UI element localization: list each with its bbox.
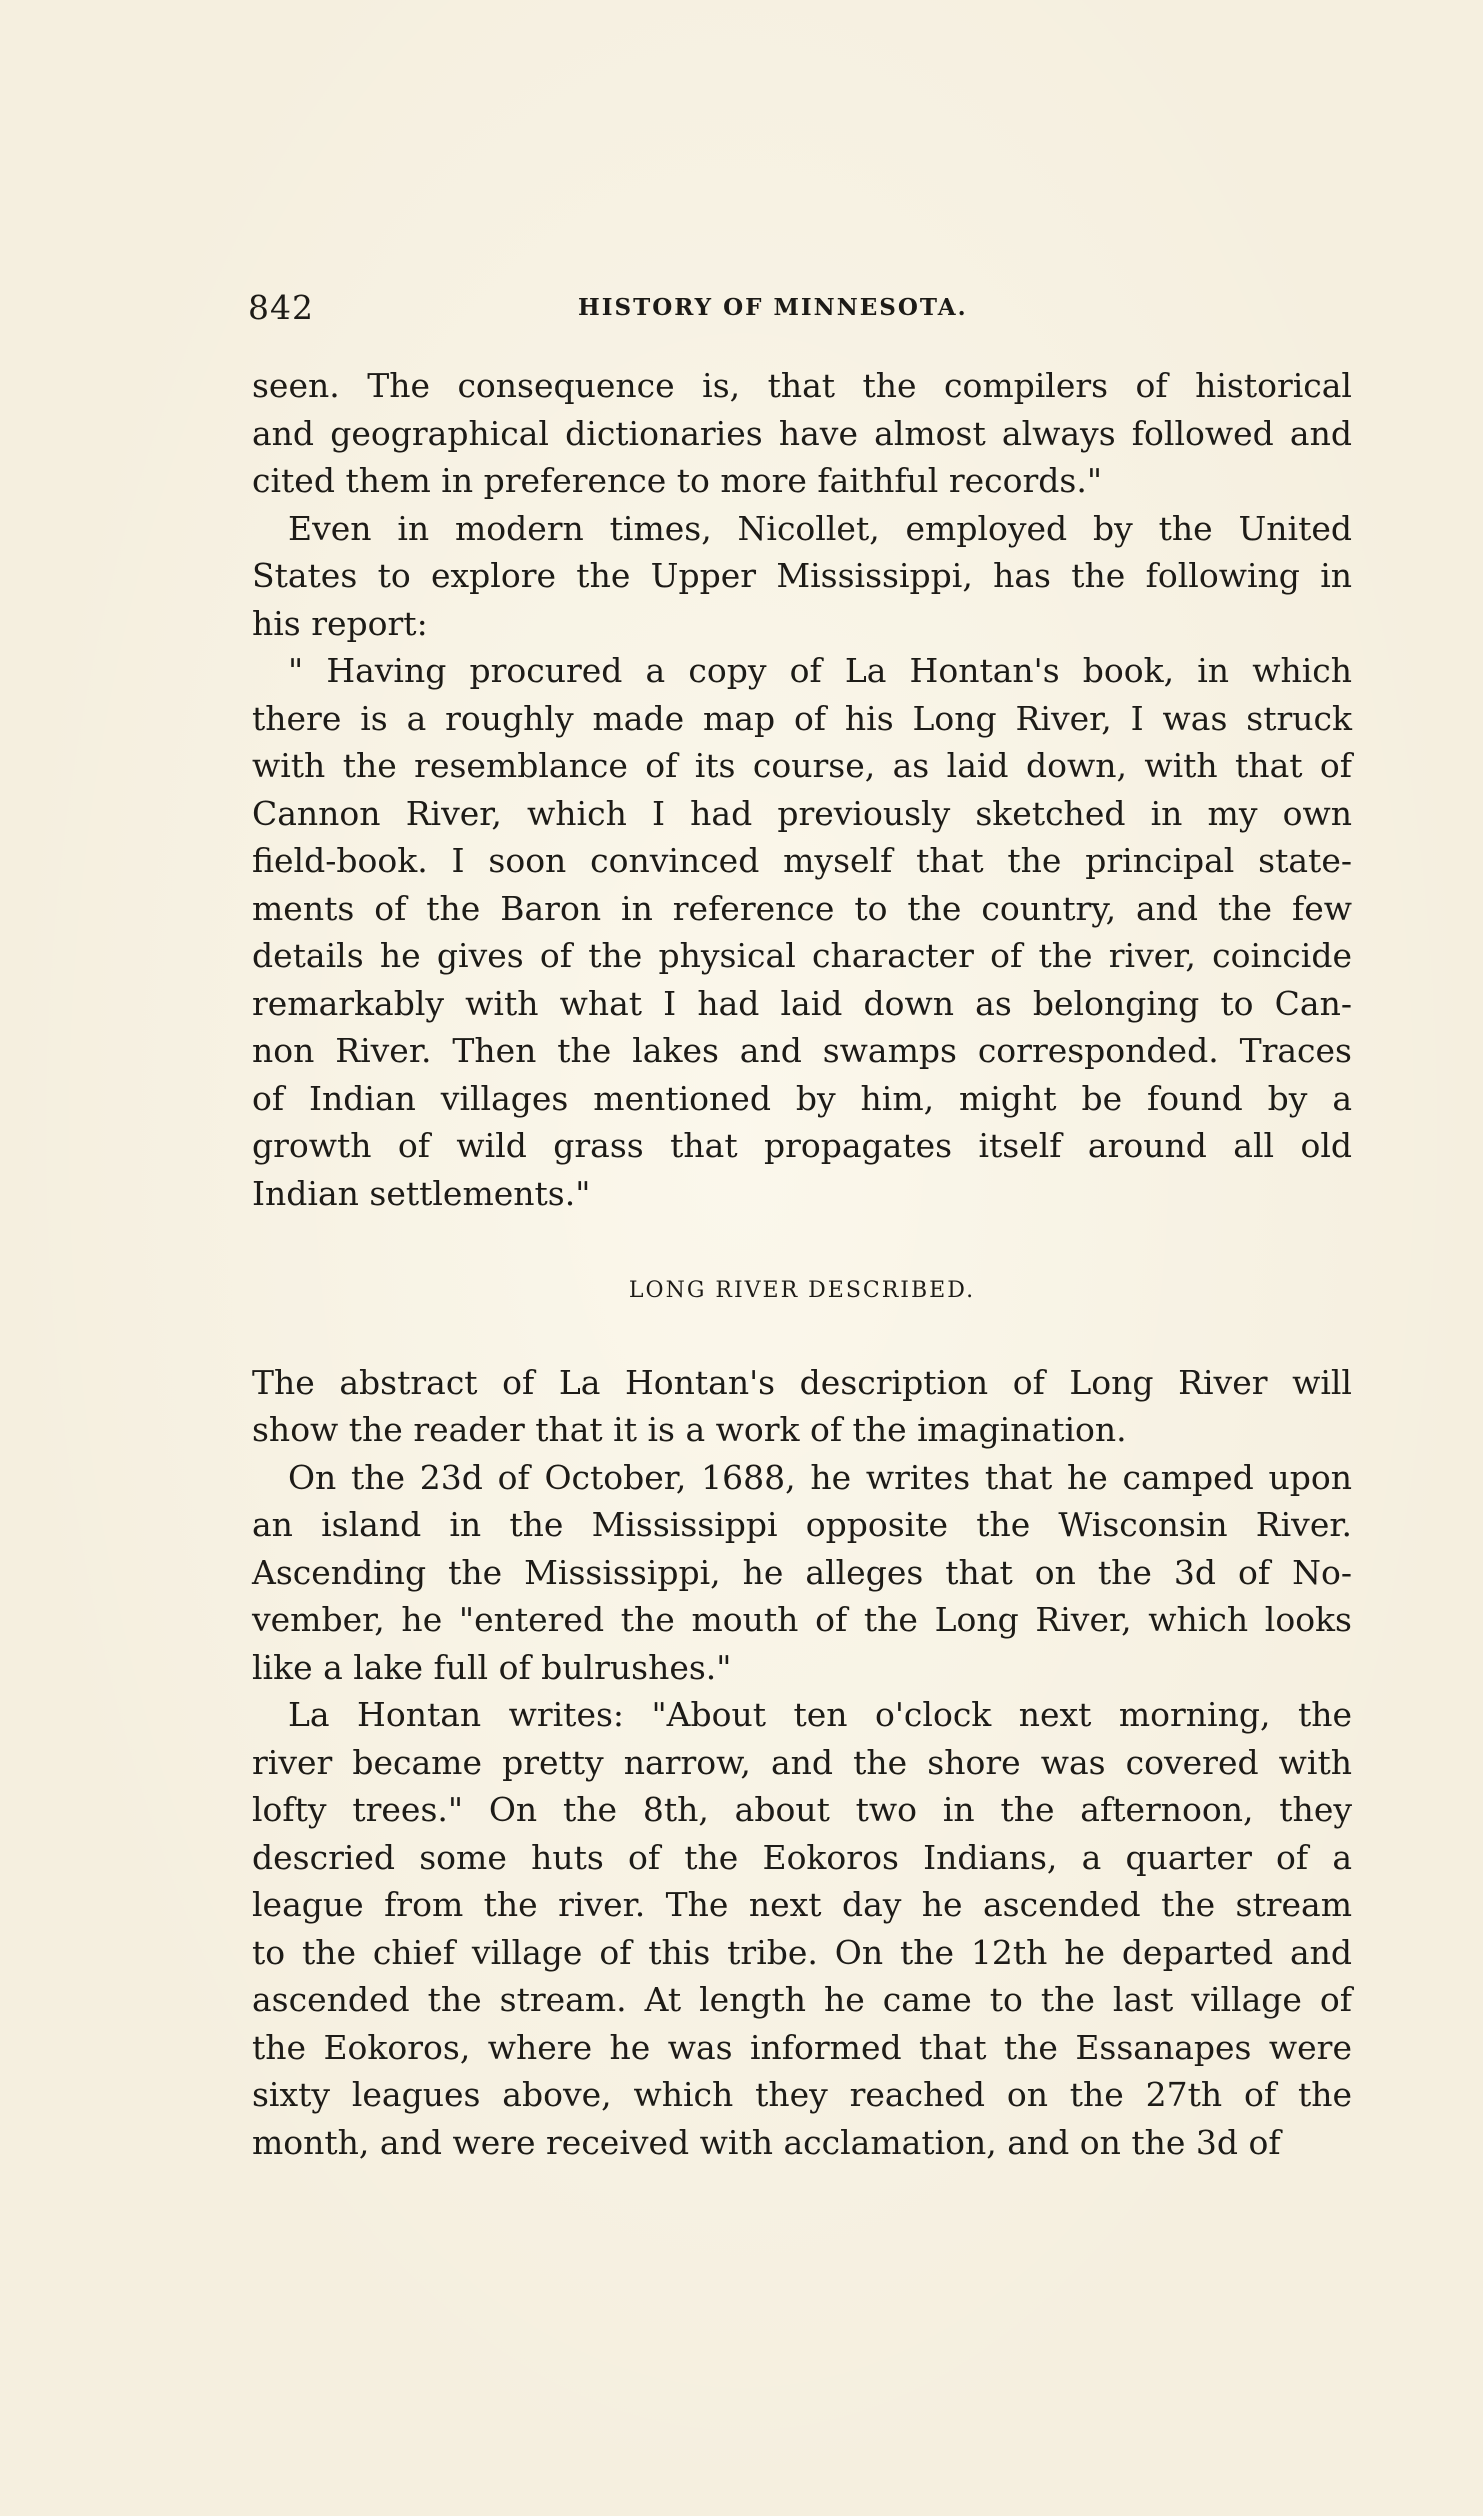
text-line: month, and were received with acclamation, and on the 3d of — [252, 2122, 1281, 2162]
text-block-top — [252, 362, 1352, 1217]
text-line: like a lake full of bulrushes." — [252, 1647, 732, 1687]
body-text — [252, 362, 1352, 2166]
text-line: field-book. I soon convinced myself that the principal state- — [252, 841, 1352, 880]
text-line: and geographical dictionaries have almost always followed and — [252, 413, 1352, 453]
text-line: show the reader that it is a work of the imagination. — [252, 1410, 1127, 1449]
text-line: non River. Then the lakes and swamps corresponded. Traces — [252, 1031, 1352, 1070]
text-line: La Hontan writes: "About ten o'clock next morning, the — [288, 1695, 1352, 1734]
page-header — [248, 288, 1348, 338]
text-line: of Indian villages mentioned by him, might be found by a — [252, 1078, 1352, 1118]
text-line: Even in modern times, Nicollet, employed by the United — [288, 508, 1352, 548]
text-line: ments of the Baron in reference to the country, and the few — [252, 888, 1352, 928]
text-line: seen. The consequence is, that the compilers of historical — [252, 366, 1352, 405]
paragraph — [252, 1454, 1352, 1692]
text-line: cited them in preference to more faithful records." — [252, 461, 1102, 500]
text-line: On the 23d of October, 1688, he writes that he camped upon — [288, 1457, 1352, 1497]
text-line: lofty trees." On the 8th, about two in the afternoon, they — [252, 1790, 1352, 1829]
text-line: to the chief village of this tribe. On the 12th he departed and — [252, 1932, 1352, 1972]
text-line: descried some huts of the Eokoros Indians, a quarter of a — [252, 1837, 1352, 1877]
text-line: the Eokoros, where he was informed that the Essanapes were — [252, 2027, 1352, 2067]
paragraph — [252, 1359, 1352, 1454]
text-line: details he gives of the physical character of the river, coincide — [252, 936, 1352, 975]
text-line: growth of wild grass that propagates itself around all old — [252, 1126, 1352, 1165]
text-line: States to explore the Upper Mississippi, has the following in — [252, 556, 1352, 595]
text-line: league from the river. The next day he ascended the stream — [252, 1885, 1352, 1924]
text-line: Ascending the Mississippi, he alleges that on the 3d of No- — [252, 1552, 1352, 1592]
text-line: an island in the Mississippi opposite the Wisconsin River. — [252, 1505, 1352, 1544]
text-line: Indian settlements." — [252, 1173, 591, 1213]
text-line: Cannon River, which I had previously sketched in my own — [252, 793, 1352, 833]
text-line: ascended the stream. At length he came to the last village of — [252, 1980, 1352, 2019]
text-line: vember, he "entered the mouth of the Long River, which looks — [252, 1600, 1352, 1639]
text-line: sixty leagues above, which they reached on the 27th of the — [252, 2075, 1352, 2114]
section-heading: LONG RIVER DESCRIBED. — [628, 1278, 976, 1303]
paragraph — [252, 505, 1352, 648]
text-line: his report: — [252, 603, 428, 643]
text-block-bottom — [252, 1359, 1352, 2167]
paragraph — [252, 362, 1352, 505]
text-line: " Having procured a copy of La Hontan's book, in which — [288, 651, 1352, 690]
running-title: HISTORY OF MINNESOTA. — [578, 294, 968, 321]
text-line: The abstract of La Hontan's description of Long River will — [252, 1362, 1352, 1402]
paragraph — [252, 647, 1352, 1217]
paragraph — [252, 1691, 1352, 2166]
page-number: 842 — [248, 288, 314, 327]
text-line: there is a roughly made map of his Long River, I was struck — [252, 698, 1352, 738]
text-line: river became pretty narrow, and the shore was covered with — [252, 1742, 1352, 1782]
text-line: remarkably with what I had laid down as belonging to Can- — [252, 983, 1352, 1023]
text-line: with the resemblance of its course, as laid down, with that of — [252, 746, 1352, 785]
